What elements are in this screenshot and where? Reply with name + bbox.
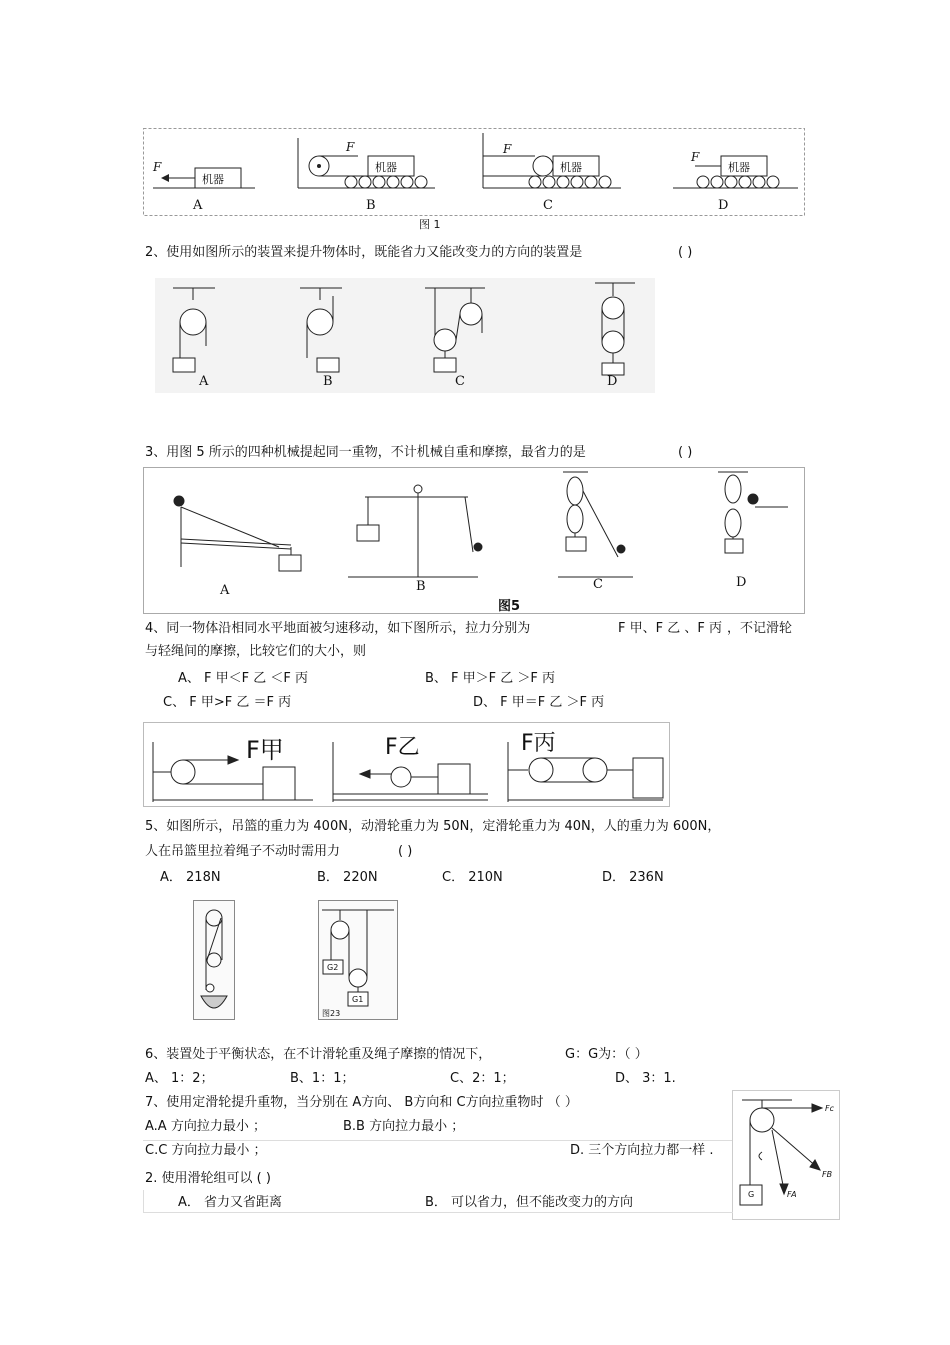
question-6-option-c: C、2：1； bbox=[450, 1071, 515, 1086]
option-label-c: C bbox=[543, 198, 553, 213]
force-label-fb: FB bbox=[822, 1170, 833, 1179]
figure-1 bbox=[143, 128, 805, 230]
question-7-option-d: D. 三个方向拉力都一样 . bbox=[570, 1143, 714, 1158]
machine-label-a: 机器 bbox=[202, 173, 224, 186]
figure-1-caption: 图 1 bbox=[419, 218, 441, 231]
option-label-c: C bbox=[455, 374, 465, 389]
question-3-paren: ( ) bbox=[678, 445, 693, 460]
machine-label-b: 机器 bbox=[375, 161, 397, 174]
option-label-b: B bbox=[366, 198, 376, 213]
question-3-text: 3、用图 5 所示的四种机械提起同一重物，不计机械自重和摩擦，最省力的是 bbox=[145, 445, 586, 460]
question-4-option-c: C、 F 甲>F 乙 ＝F 丙 bbox=[163, 695, 292, 710]
figure-5-caption: 图5 bbox=[498, 599, 521, 614]
divider bbox=[143, 1140, 733, 1141]
figure-q2 bbox=[155, 278, 655, 393]
option-label-c: C bbox=[593, 577, 603, 592]
question-4-line1: 4、同一物体沿相同水平地面被匀速移动，如下图所示，拉力分别为 bbox=[145, 621, 531, 636]
figure-23 bbox=[318, 900, 398, 1020]
option-label-d: D bbox=[736, 575, 747, 590]
figure-23-caption: 图23 bbox=[322, 1009, 341, 1018]
force-label-b: F bbox=[346, 140, 355, 154]
question-8-option-b: B． 可以省力，但不能改变力的方向 bbox=[425, 1195, 634, 1210]
force-label-jia: F甲 bbox=[246, 736, 284, 764]
option-label-b: B bbox=[323, 374, 333, 389]
question-6-text: 6、装置处于平衡状态，在不计滑轮重及绳子摩擦的情况下， bbox=[145, 1047, 492, 1062]
force-label-d: F bbox=[691, 150, 700, 164]
option-label-a: A bbox=[193, 198, 203, 213]
option-label-a: A bbox=[220, 583, 230, 598]
figure-q4 bbox=[143, 722, 670, 807]
force-label-c: F bbox=[503, 142, 512, 156]
question-2-paren: ( ) bbox=[678, 245, 693, 260]
question-4-option-a: A、 F 甲＜F 乙 ＜F 丙 bbox=[178, 671, 308, 686]
weight-label-g1: G1 bbox=[352, 995, 364, 1004]
question-5-paren: ( ) bbox=[398, 844, 413, 859]
question-5-option-d: D． 236N bbox=[602, 870, 664, 885]
weight-label-g: G bbox=[748, 1190, 755, 1199]
question-6-option-d: D、 3：1. bbox=[615, 1071, 676, 1086]
divider-left bbox=[143, 1190, 144, 1212]
force-label-a: F bbox=[153, 160, 162, 174]
question-4-line1-end: ，不记滑轮 bbox=[727, 621, 793, 636]
question-2-text: 2、使用如图所示的装置来提升物体时，既能省力又能改变力的方向的装置是 bbox=[145, 245, 583, 260]
figure-5 bbox=[143, 467, 805, 614]
machine-label-d: 机器 bbox=[728, 161, 750, 174]
question-5-option-c: C． 210N bbox=[442, 870, 503, 885]
question-5-option-a: A． 218N bbox=[160, 870, 221, 885]
question-5-option-b: B． 220N bbox=[317, 870, 378, 885]
question-7-option-a: A.A 方向拉力最小 ； bbox=[145, 1119, 266, 1134]
question-8-text: 2. 使用滑轮组可以 ( ) bbox=[145, 1171, 271, 1186]
option-label-d: D bbox=[718, 198, 729, 213]
question-5-line1: 5、如图所示，吊篮的重力为 400N，动滑轮重力为 50N，定滑轮重力为 40N，人的重力为 600N， bbox=[145, 819, 721, 834]
question-5-line2: 人在吊篮里拉着绳子不动时需用力 bbox=[145, 844, 341, 859]
question-4-option-d: D、 F 甲＝F 乙 ＞F 丙 bbox=[473, 695, 605, 710]
force-label-yi: F乙 bbox=[385, 735, 420, 760]
question-4-option-b: B、 F 甲＞F 乙 ＞F 丙 bbox=[425, 671, 556, 686]
figure-basket bbox=[193, 900, 235, 1020]
question-6-option-a: A、 1：2； bbox=[145, 1071, 214, 1086]
question-4-forces: F 甲、F 乙 、F 丙 bbox=[618, 621, 722, 636]
force-label-fa: FA bbox=[787, 1190, 797, 1199]
question-8-option-a: A． 省力又省距离 bbox=[178, 1195, 283, 1210]
machine-label-c: 机器 bbox=[560, 161, 582, 174]
divider-bottom bbox=[143, 1212, 733, 1213]
figure-q7 bbox=[732, 1090, 840, 1220]
weight-label-g2: G2 bbox=[327, 963, 339, 972]
question-6-ratio: G：G为：（ ） bbox=[565, 1047, 648, 1062]
question-7-option-b: B.B 方向拉力最小 ； bbox=[343, 1119, 465, 1134]
question-6-option-b: B、1：1； bbox=[290, 1071, 355, 1086]
option-label-d: D bbox=[607, 374, 618, 389]
option-label-b: B bbox=[416, 579, 426, 594]
force-label-bing: F丙 bbox=[521, 731, 556, 756]
option-label-a: A bbox=[199, 374, 209, 389]
question-7-text: 7、使用定滑轮提升重物，当分别在 A方向、 B方向和 C方向拉重物时 （ ） bbox=[145, 1095, 578, 1110]
force-label-fc: Fc bbox=[825, 1104, 834, 1113]
question-7-option-c: C.C 方向拉力最小 ； bbox=[145, 1143, 267, 1158]
question-4-line2: 与轻绳间的摩擦，比较它们的大小，则 bbox=[145, 644, 367, 659]
